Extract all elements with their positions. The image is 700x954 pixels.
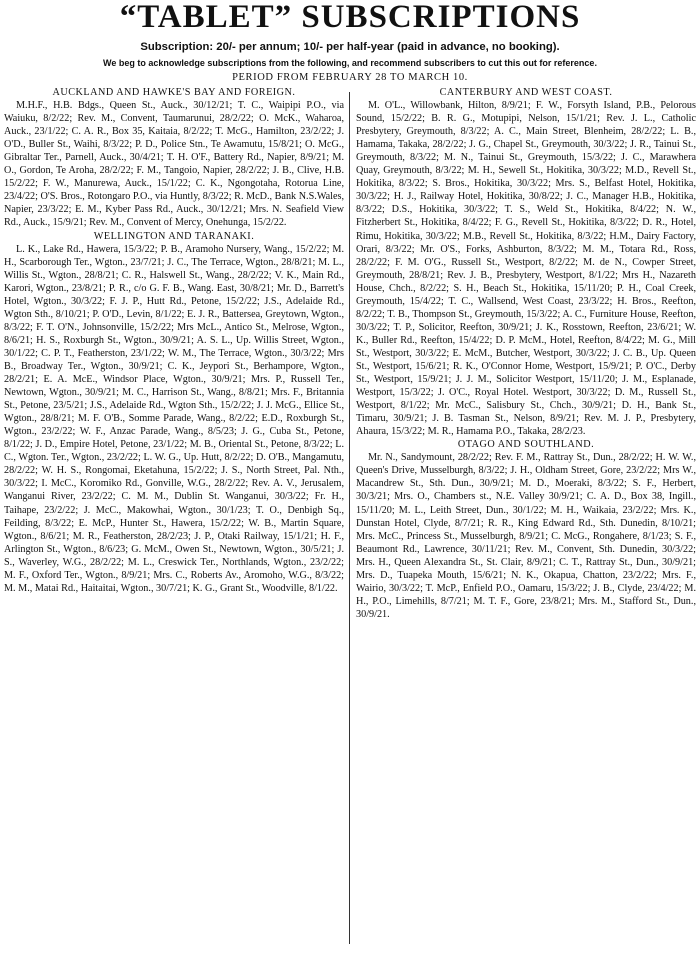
acknowledgement-note: We beg to acknowledge subscriptions from the following, and recommend subscribers to cut this out for reference. xyxy=(103,58,597,68)
period-heading: PERIOD FROM FEBRUARY 28 TO MARCH 10. xyxy=(232,72,468,83)
column-divider xyxy=(349,92,350,944)
left-column xyxy=(4,86,344,948)
section-entries-auckland: M.H.F., H.B. Bdgs., Queen St., Auck., 30/12/21; T. C., Waipipi P.O., via Waiuku, 8/2/22; Rev. M., Convent, Taumarunui, 28/2/22; O. McK., Waharoa, Auck., 23/1/22; C. A. R., Box 35, Kaitaia, 8/2/22; T. McG., Hamilton, 23/2/22; J. O'D., Buller St., Waihi, 8/3/22; P. D., Police Stn., Te Awamutu, 15/8/21; O. McG., Gibraltar Ter., Parnell, Auck., 30/4/21; T. H. O'F., Battery Rd., Napier, 8/9/21; M. O., Gordon, Te Aroha, 28/2/22; F. M., Tangoio, Napier, 28/2/22; J. B., Clive, H.B. 15/2/22; F. W., Manurewa, Auck., 15/1/22; C. K., Ngongotaha, Rotorua Line, 23/4/22; O'S. Bros., Rotongaro P.O., via Huntly, 8/3/22; R. McD., Bank N.S.Wales, Napier, 23/3/22; E. M., Kyber Pass Rd., Auck., 30/12/21; Mrs. N. Seafield View Rd., Auck., 15/9/21; Rev. M., Convent of Mercy, Onehunga, 15/2/22. xyxy=(4,100,344,229)
section-entries-wellington: L. K., Lake Rd., Hawera, 15/3/22; P. B., Aramoho Nursery, Wang., 15/2/22; M. H., Scarborough Ter., Wgton., 23/7/21; J. C., The Terrace, Wgton., 28/8/21; M. L., Willis St., Wgton., 28/8/21; C. R., Halswell St., Wang., 28/2/22; V. K., Main Rd., Karori, Wgton., 23/8/21; P. R., c/o G. F. B., Wang. East, 30/8/21; Mr. D., Barrett's Hotel, Wgton., 30/3/22; F. J. P., Hutt Rd., Petone, 15/2/22; J.S., Adelaide Rd., Wgton Sth., 8/10/21; P. O'D., Levin, 8/1/22; E. J. R., Battersea, Greytown, Wgton., 8/3/22; F. T. O'N., Johnsonville, 15/2/22; Mrs McL., Antico St., Melrose, Wgton., 8/6/21; H. S., Roxburgh St., Wgton., 30/9/21; A. S. L., Up. Willis Street, Wgton., 30/1/22; C. P. T., Featherston, 23/1/22; W. M., The Terrace, Wgton., 30/3/22; Mrs B., Broadway Ter., Wgton., 30/9/21; C. K., Jeypori St., Berhampore, Wgton., 28/2/21; E. A. McE., Windsor Place, Wgton., 30/9/21; Mrs. P., Russell Ter., Newtown, Wgton., 30/9/21; M. C., Harrison St., Wang., 8/8/21; Mrs. F., Britannia St., Petone, 23/5/21; J.S., Adelaide Rd., Wgton Sth., 15/2/22; J. J. McG., Ellice St., Wgton., 28/8/21; M. F. O'B., Somme Parade, Wang., 8/2/22; E.D., Roxburgh St., Wgton., 23/2/22; W. F., Anzac Parade, Wang., 8/5/23; J. G., Cuba St., Petone, 8/1/22; J. D., Empire Hotel, Petone, 23/1/22; M. B., Oriental St., Petone, 8/3/22; L. C., Wgton. Ter., Wgton., 23/2/22; L. W. G., Up. Hutt, 8/2/22; D. O'B., Mangamutu, 28/2/22; W. H. S., Rongomai, Eketahuna, 15/2/22; J. S., North Street, Pal. Nth., 30/3/22; I. McC., Koromiko Rd., Gonville, W.G., 28/2/22; Rev. A. V., Jerusalem, Wanganui River, 23/2/22; C. M. M., Dublin St. Wanganui, 30/3/22; Fr. H., Taihape, 23/2/22; J. McC., Makowhai, Wgton., 30/1/23; T. O., Denbigh Sq., Feilding, 8/3/22; E. McP., Hunter St., Hawera, 15/2/22; W. B., Martin Square, Wgton., 8/6/21; M. R., Featherston, 28/2/23; J. P., Otaki Railway, 15/1/21; H. F., Arlington St., Wgton., 8/6/23; G. McM., Owen St., Newtown, Wgton., 30/5/21; J. S., Waverley, W.G., 28/2/22; M. L., Creswick Ter., Northlands, Wgton., 23/2/22; M. F., Oxford Ter., Wgton., 8/9/21; Mrs. C., Roberts Av., Aromoho, W.G., 8/3/22; M. M., Matai Rd., Haitaitai, Wgton., 30/7/21; K. G., Grant St., Woodville, 8/1/22. xyxy=(4,243,344,594)
section-entries-otago: Mr. N., Sandymount, 28/2/22; Rev. F. M., Rattray St., Dun., 28/2/22; H. W. W., Queen's Drive, Musselburgh, 8/3/22; J. H., Oldham Street, Gore, 23/2/22; Mrs W., Macandrew St., Sth. Dun., 30/9/21; M. D., Moeraki, 8/3/22; S. F., Herbert, 30/3/21; Mrs. O., Chambers st., N.E. Valley 30/9/21; C. A. D., Box 38, Ingill., 15/11/20; M. L., Leith Street, Dun., 30/1/22; M. H., Waikaia, 23/2/22; Mrs. K., Dunstan Hotel, Clyde, 8/7/21; R. R., King Edward Rd., Sth. Dunedin, 8/10/21; Mrs. McC., Princess St., Musselburgh, 8/9/21; C. McG., Rongahere, 8/1/23; S. F., Beaumont Rd., Lawrence, 30/11/21; Rev. M., Convent, Sth. Dunedin, 30/3/22; Mrs. H., Queen Alexandra St., St. Clair, 8/9/21; C. T., Rattray St., Dun., 30/9/21; Mrs. D., Tuapeka Mouth, 15/6/21; N. K., Okapua, Chatton, 23/2/22; Mrs. F., Wairio, 30/3/22; T. McP., Enfield P.O., Oamaru, 15/3/22; J. B., Clyde, 23/4/22; M. H., P.O., Limehills, 8/7/21; M. T. F., Gore, 23/8/21; Mrs. M., Stafford St., Dun., 30/9/21. xyxy=(356,452,696,620)
section-heading-wellington: WELLINGTON AND TARANAKI. xyxy=(93,230,255,242)
right-column xyxy=(356,86,696,948)
section-entries-canterbury: M. O'L., Willowbank, Hilton, 8/9/21; F. W., Forsyth Island, P.B., Pelorous Sound, 15/2/22; B. R. G., Motupipi, Nelson, 15/1/21; Rev. J. L., Catholic Presbytery, Greymouth, 8/3/22; A. C., Main Street, Blenheim, 28/2/22; L. B., Hamama, Takaka, 28/2/22; J. G., Chapel St., Greymouth, 30/3/22; J. R., Tainui St., Greymouth, 8/3/22; M. N., Tainui St., Greymouth, 15/3/22; J. C., Marawhera Quay, Greymouth, 8/3/22; M. H., Sewell St., Hokitika, 30/3/22; M.D., Revell St., Hokitika, 8/3/22; S. Bros., Hokitika, 30/3/22; Mrs. S., Belfast Hotel, Hokitika, 30/3/22; H. J., Railway Hotel, Hokitika, 30/8/22; J. C., Manager H.B., Hokitika, 8/3/22; D.S., Hokitika, 30/3/22; T. S., Weld St., Hokitika, 8/4/22; N. W., Fitzherbert St., Hokitika, 8/4/22; F. G., Revell St., Hokitika, 8/3/22; D. R., Hotel, Rimu, Hokitika, 30/3/22; M.B., Revell St., Hokitika, 8/3/22; H.M., Dairy Factory, Orari, 8/3/22; Mr. O'S., Forks, Ashburton, 8/3/22; M. M., Totara Rd., Ross, 28/2/22; F. M. O'G., Russell St., Westport, 8/2/22; M. de N., Cowper Street, Greymouth, 28/8/21; Rev. J. B., Presbytery, Westport, 8/1/22; Mrs H., Nazareth House, Chch., 8/2/22; S. H., Beach St., Hokitika, 15/11/20; P. H., Coal Creek, Greymouth, 15/4/22; T. C., Wallsend, West Coast, 23/3/22; H. Bros., Reefton, 8/2/22; T. B., Thompson St., Greymouth, 15/3/22; A. C., Furniture House, Reefton, 30/3/22; T. P., Solicitor, Reefton, 30/9/21; J. K., Rosstown, Reefton, 23/6/21; W. K., Buller Rd., Reefton, 15/4/22; D. P. McM., Hotel, Reefton, 8/4/22; M. G., Mill St., Westport, 30/3/22; E. McM., Butcher, Westport, 30/3/22; J. C. B., Up. Queen St., Westport, 15/6/21; R. K., O'Connor Home, Westport, 15/9/21; P. O'C., Derby St., Westport, 15/9/21; J. J. M., Solicitor Westport, 15/11/20; J. M., Esplanade, Westport, 15/3/22; J. O'C., Royal Hotel. Westport, 30/3/22; D. M., Russell St., Westport, 8/1/22; Mr. McC., Salisbury St., Chch., 30/9/21; D. H., Bank St., Timaru, 30/9/21; J. B. Tasman St., Nelson, 8/9/21; Rev. M. J. P., Presbytery, Ahaura, 15/3/22; M. R., Hamama P.O., Takaka, 28/2/23. xyxy=(356,100,696,438)
subscription-terms: Subscription: 20/- per annum; 10/- per half-year (paid in advance, no booking). xyxy=(140,41,560,53)
section-heading-auckland: AUCKLAND AND HAWKE'S BAY AND FOREIGN. xyxy=(52,87,296,98)
section-heading-canterbury: CANTERBURY AND WEST COAST. xyxy=(439,87,613,98)
page-title: “TABLET” SUBSCRIPTIONS xyxy=(119,0,581,35)
section-heading-otago: OTAGO AND SOUTHLAND. xyxy=(457,439,595,451)
